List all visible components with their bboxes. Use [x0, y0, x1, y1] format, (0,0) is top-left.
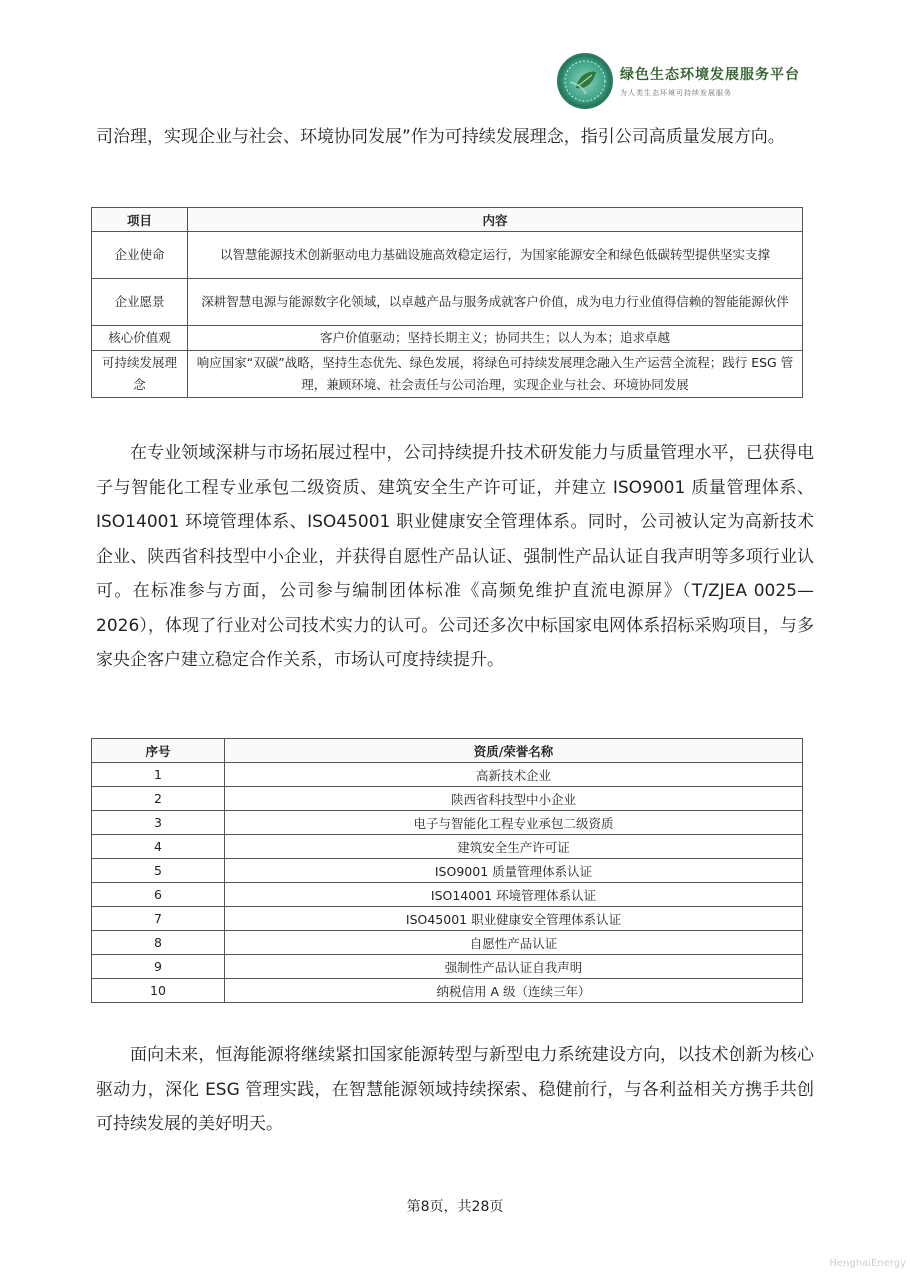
closing-paragraph: 面向未来，恒海能源将继续紧扣国家能源转型与新型电力系统建设方向，以技术创新为核心驱动力，深化 ESG 管理实践，在智慧能源领域持续探索、稳健前行，与各利益相关方携手共创可持续发展的美好明天。	[96, 1045, 814, 1134]
column-header-number: 序号	[92, 739, 225, 763]
row-name: ISO14001 环境管理体系认证	[225, 883, 803, 907]
column-header-name: 资质/荣誉名称	[225, 739, 803, 763]
table-row	[92, 883, 803, 907]
row-content: 深耕智慧电源与能源数字化领域，以卓越产品与服务成就客户价值，成为电力行业值得信赖的智能能源伙伴	[188, 279, 803, 326]
platform-logo	[556, 52, 812, 110]
column-header-content: 内容	[188, 208, 803, 232]
row-name: 高新技术企业	[225, 763, 803, 787]
row-label: 企业使命	[92, 232, 188, 279]
table-row	[92, 955, 803, 979]
row-name: 纳税信用 A 级（连续三年）	[225, 979, 803, 1003]
table-row	[92, 351, 803, 398]
row-content: 以智慧能源技术创新驱动电力基础设施高效稳定运行，为国家能源安全和绿色低碳转型提供坚实支撑	[188, 232, 803, 279]
row-number: 3	[92, 811, 225, 835]
table-row	[92, 787, 803, 811]
row-label: 企业愿景	[92, 279, 188, 326]
row-number: 1	[92, 763, 225, 787]
table-row	[92, 811, 803, 835]
row-content: 响应国家“双碳”战略，坚持生态优先、绿色发展，将绿色可持续发展理念融入生产运营全流程；践行 ESG 管理，兼顾环境、社会责任与公司治理，实现企业与社会、环境协同发展	[188, 351, 803, 398]
table-row	[92, 979, 803, 1003]
row-number: 2	[92, 787, 225, 811]
row-name: 电子与智能化工程专业承包二级资质	[225, 811, 803, 835]
table-row	[92, 279, 803, 326]
table-row	[92, 232, 803, 279]
row-number: 5	[92, 859, 225, 883]
table-header-row	[92, 208, 803, 232]
table-row	[92, 326, 803, 351]
row-number: 8	[92, 931, 225, 955]
row-number: 9	[92, 955, 225, 979]
company-philosophy-table	[91, 207, 803, 398]
row-name: ISO45001 职业健康安全管理体系认证	[225, 907, 803, 931]
row-name: 陕西省科技型中小企业	[225, 787, 803, 811]
table-row	[92, 835, 803, 859]
globe-leaf-emblem-icon	[556, 52, 614, 110]
row-number: 6	[92, 883, 225, 907]
qualification-paragraph: 在专业领域深耕与市场拓展过程中，公司持续提升技术研发能力与质量管理水平，已获得电子与智能化工程专业承包二级资质、建筑安全生产许可证，并建立 ISO9001 质量管理体系、ISO14001 环境管理体系、ISO45001 职业健康安全管理体系。同时，公司被认定为高新技术企业、陕西省科技型中小企业，并获得自愿性产品认证、强制性产品认证自我声明等多项行业认可。在标准参与方面，公司参与编制团体标准《高频免维护直流电源屏》（T/ZJEA 0025—2026），体现了行业对公司技术实力的认可。公司还多次中标国家电网体系招标采购项目，与多家央企客户建立稳定合作关系，市场认可度持续提升。	[96, 443, 814, 670]
table-row	[92, 859, 803, 883]
logo-subtitle: 为人类生态环境可持续发展服务	[620, 89, 732, 97]
table-header-row	[92, 739, 803, 763]
table-row	[92, 763, 803, 787]
row-name: 强制性产品认证自我声明	[225, 955, 803, 979]
table-row	[92, 931, 803, 955]
row-name: 自愿性产品认证	[225, 931, 803, 955]
row-label: 核心价值观	[92, 326, 188, 351]
watermark: HenghaiEnergy	[829, 1258, 906, 1269]
row-name: ISO9001 质量管理体系认证	[225, 859, 803, 883]
row-label: 可持续发展理念	[92, 351, 188, 398]
row-name: 建筑安全生产许可证	[225, 835, 803, 859]
qualification-table	[91, 738, 803, 1003]
row-number: 4	[92, 835, 225, 859]
logo-title: 绿色生态环境发展服务平台	[620, 67, 800, 83]
page-number: 第8页，共28页	[406, 1199, 504, 1215]
column-header-item: 项目	[92, 208, 188, 232]
row-number: 10	[92, 979, 225, 1003]
row-content: 客户价值驱动；坚持长期主义；协同共生；以人为本；追求卓越	[188, 326, 803, 351]
intro-paragraph: 司治理，实现企业与社会、环境协同发展”作为可持续发展理念，指引公司高质量发展方向。	[96, 127, 785, 147]
row-number: 7	[92, 907, 225, 931]
table-row	[92, 907, 803, 931]
